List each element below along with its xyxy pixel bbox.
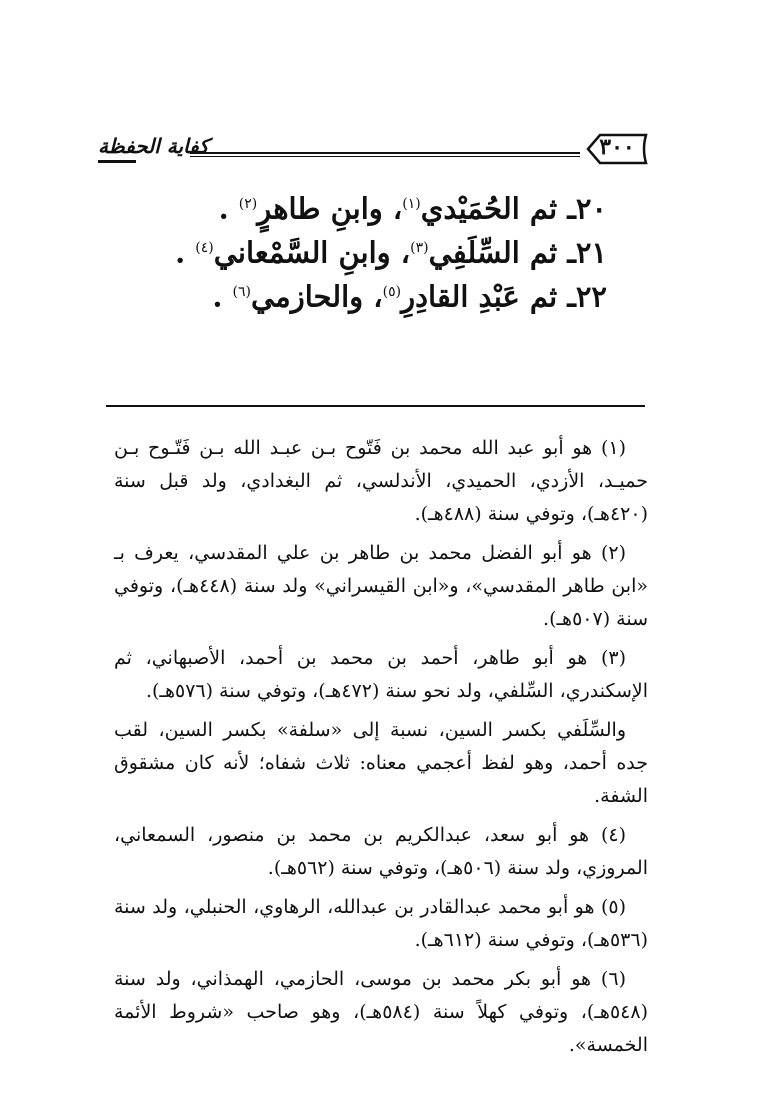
footnote-number: (١) [600,437,626,459]
footnote-ref: (٢) [238,196,258,212]
title-dash [98,160,136,163]
footnote [114,963,648,1062]
footnote-text: هو أبو محمد عبدالقادر بن عبدالله، الرهاوي، الحنبلي، ولد سنة (٥٣٦هـ)، وتوفي سنة (٦١٢هـ). [114,896,648,951]
verse-text: ، وابنِ السَّمْعاني [213,235,411,270]
footnote-number: (٢) [600,542,626,564]
footnote-text: هو أبو سعد، عبدالكريم بن محمد بن منصور، السمعاني، المروزي، ولد سنة (٥٠٦هـ)، وتوفي سنة (٥٦٢هـ). [114,824,648,879]
footnote-ref: (٣) [410,240,429,256]
footnote [114,819,648,885]
footnote [114,537,648,636]
verse-line [127,182,607,226]
verse-block [127,182,607,314]
footnote-ref: (١) [402,196,421,212]
verse-text: ٢١ـ ثم السِّلَفِي [428,235,607,270]
verse-end: . [175,235,196,270]
footnote [114,432,648,531]
footnote-number: (٤) [600,824,626,846]
verse-text: ٢٠ـ ثم الحُمَيْدي [420,191,607,226]
verse-end: . [218,191,239,226]
footnote [114,891,648,957]
footnote-text: والسِّلَفي بكسر السين، نسبة إلى «سلفة» بكسر السين، لقب جده أحمد، وهو لفظ أعجمي معناه: ثلاث شفاه؛ لأنه كان مشقوق الشفة. [114,719,648,807]
footnote-text: هو أبو بكر محمد بن موسى، الحازمي، الهمذاني، ولد سنة (٥٤٨هـ)، وتوفي كهلاً سنة (٥٨٤هـ)، وهو صاحب «شروط الأئمة الخمسة». [114,968,648,1056]
header-rule [190,152,580,154]
verse-line [127,226,607,270]
footnote-text: هو أبو طاهر، أحمد بن محمد بن أحمد، الأصبهاني، ثم الإسكندري، السِّلفي، ولد نحو سنة (٤٧٢هـ)، وتوفي سنة (٥٧٦هـ). [114,647,648,702]
header-rule-thin [190,156,580,157]
footnote-number: (٣) [600,647,626,669]
footnotes [114,432,648,1068]
footnote-number: (٥) [600,896,626,918]
verse-text: ، والحازمي [250,279,383,314]
verse-end: . [212,279,233,314]
verse-text: ، وابنِ طاهرٍ [257,191,403,226]
footnote-text: هو أبو الفضل محمد بن طاهر بن علي المقدسي، يعرف بـ «ابن طاهر المقدسي»، و«ابن القيسراني» ولد سنة (٤٤٨هـ)، وتوفي سنة (٥٠٧هـ). [114,542,649,630]
page-number: ٣٠٠ [599,134,635,160]
footnote-ref: (٥) [382,284,402,300]
footnote-separator [106,405,645,407]
verse-text: ٢٢ـ ثم عَبْدِ القادِرِ [401,279,607,314]
footnote-ref: (٤) [195,240,214,256]
footnote-text: هو أبو عبد الله محمد بن فَتّوح بـن عبـد الله بـن فَتّـوح بـن حميـد، الأزدي، الحميدي، الأندلسي، ثم البغدادي، ولد قبل سنة (٤٢٠هـ)، وتوفي سنة (٤٨٨هـ). [114,437,648,525]
footnote [114,642,648,708]
book-title: كفاية الحفظة [98,134,209,158]
page-header [98,128,650,168]
footnote-continuation [114,714,648,813]
footnote-number: (٦) [600,968,626,990]
footnote-ref: (٦) [232,284,251,300]
verse-line [127,270,607,314]
